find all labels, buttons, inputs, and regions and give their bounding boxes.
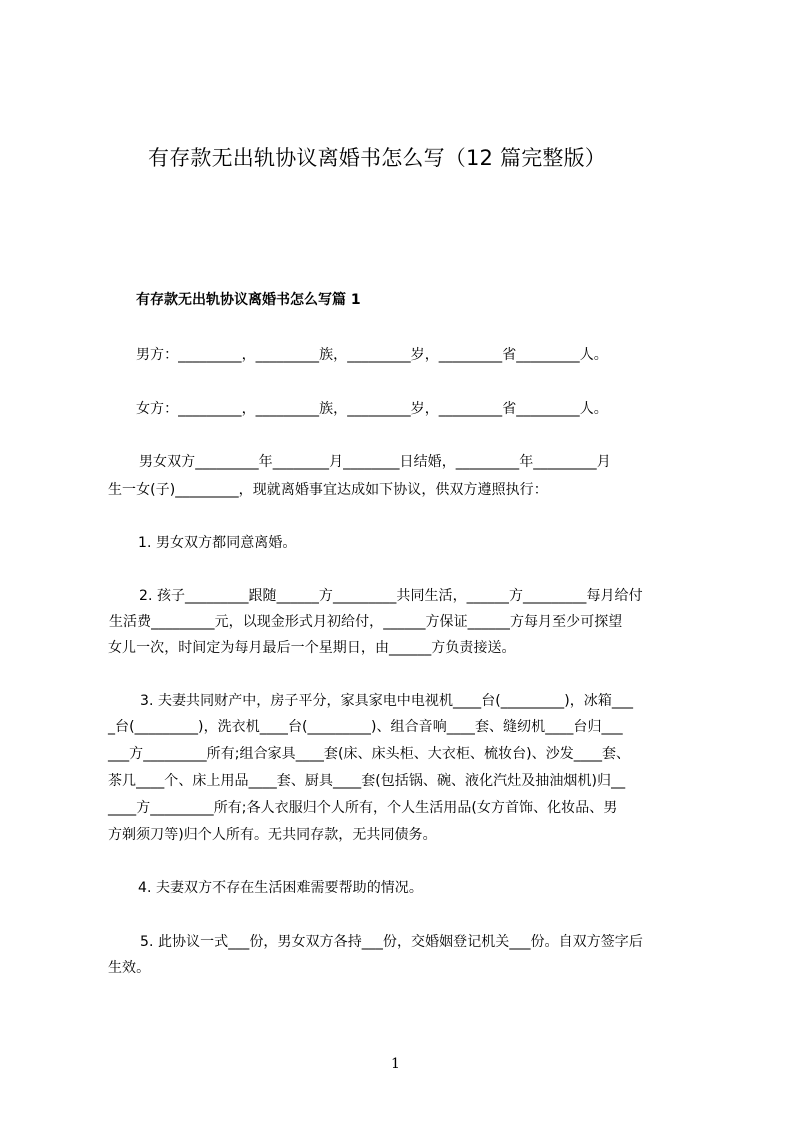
clause-2-line-3: 女儿一次，时间定为每月最后一个星期日，由______方负责接送。 [108,640,516,656]
clause-1: 1. 男女双方都同意离婚。 [138,535,297,551]
marriage-info-line-1: 男女双方_________年________月________日结婚，_________年_________月 [139,454,611,470]
clause-5-line-2: 生效。 [108,960,151,976]
clause-3-line-1: 3. 夫妻共同财产中，房子平分，家具家电中电视机____台(_________)，冰箱___ [140,693,634,709]
clause-2-line-1: 2. 孩子_________跟随______方_________共同生活，______方_________每月给付 [139,588,643,604]
clause-4: 4. 夫妻双方不存在生活困难需要帮助的情况。 [138,880,423,896]
clause-3-line-5: ____方_________所有;各人衣服归个人所有，个人生活用品(女方首饰、化妆品、男 [108,800,618,816]
clause-2-line-2: 生活费_________元，以现金形式月初给付，______方保证______方每月至少可探望 [109,614,623,630]
marriage-info-line-2: 生一女(子)_________，现就离婚事宜达成如下协议，供双方遵照执行： [108,482,548,498]
clause-3-line-4: 茶几____个、床上用品____套、厨具____套(包括锅、碗、液化汽灶及抽油烟机)归__ [108,773,626,789]
male-info-line: 男方：_________，_________族，_________岁，_________省_________人。 [136,347,608,363]
page-number: 1 [391,1056,400,1072]
clause-5-line-1: 5. 此协议一式___份，男女双方各持___份，交婚姻登记机关___份。自双方签字后 [140,934,643,950]
document-title: 有存款无出轨协议离婚书怎么写（12 篇完整版） [148,146,606,170]
clause-3-line-3: ___方_________所有;组合家具____套(床、床头柜、大衣柜、梳妆台)、沙发____套、 [108,746,631,762]
clause-3-line-6: 方剃须刀等)归个人所有。无共同存款，无共同债务。 [108,827,437,843]
clause-3-line-2: _台(_________)，洗衣机____台(_________)、组合音响____套、缝纫机____台归___ [108,719,623,735]
section-title: 有存款无出轨协议离婚书怎么写篇 1 [136,292,361,308]
female-info-line: 女方：_________，_________族，_________岁，_________省_________人。 [136,401,608,417]
